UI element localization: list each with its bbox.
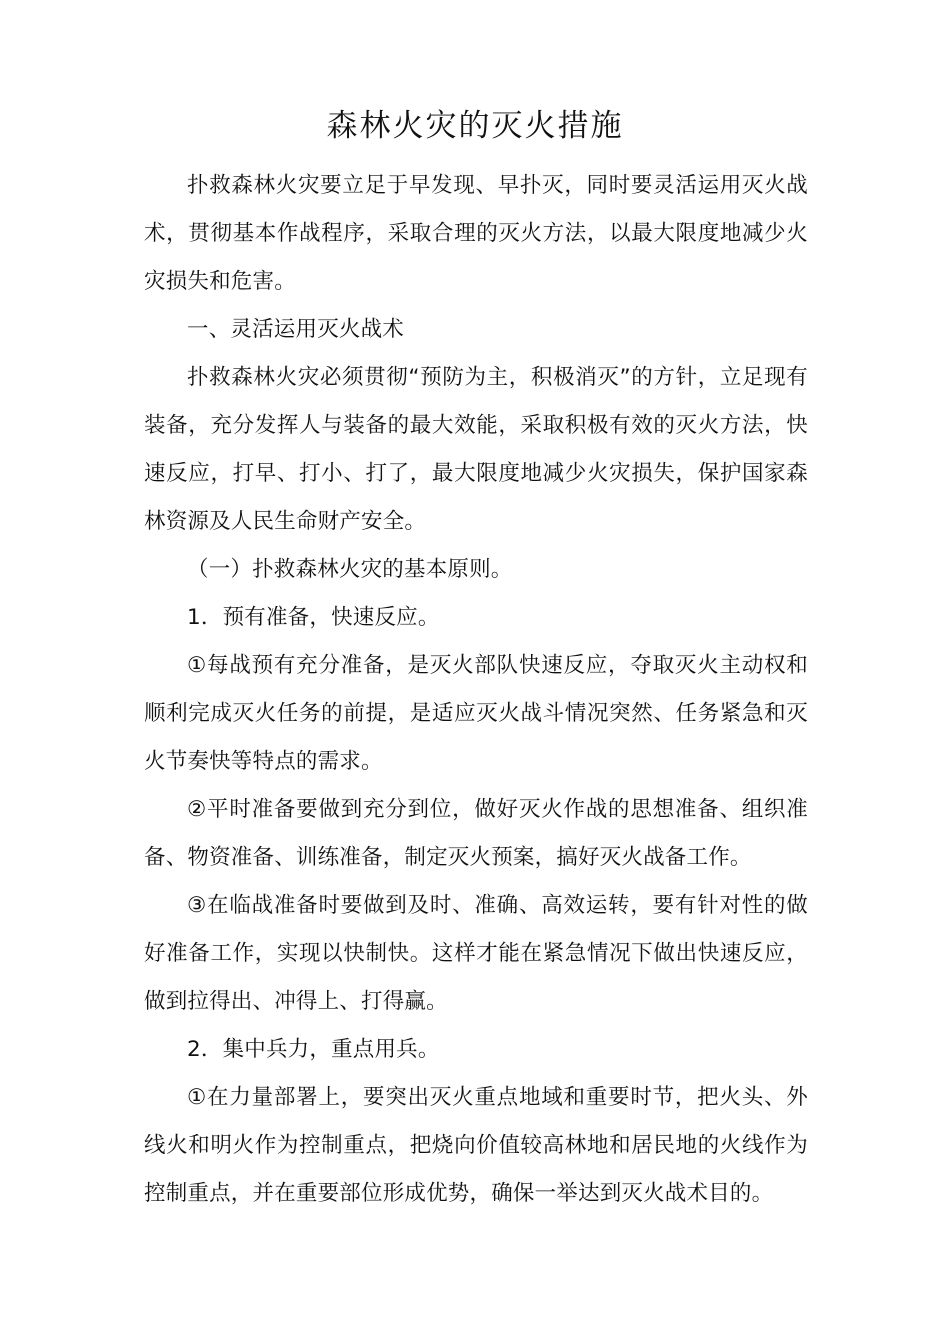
principle-heading-1: 1．预有准备，快速反应。 xyxy=(187,605,440,630)
intro-paragraph: 扑救森林火灾要立足于早发现、早扑灭，同时要灵活运用灭火战术，贯彻基本作战程序，采取合理的灭火方法，以最大限度地减少火灾损失和危害。 xyxy=(144,173,808,294)
list-item-1-3: ③在临战准备时要做到及时、准确、高效运转，要有针对性的做好准备工作，实现以快制快。这样才能在紧急情况下做出快速反应，做到拉得出、冲得上、打得赢。 xyxy=(144,893,808,1014)
document-title: 森林火灾的灭火措施 xyxy=(326,108,624,144)
principle-heading-2: 2．集中兵力，重点用兵。 xyxy=(187,1037,440,1062)
subsection-heading: （一）扑救森林火灾的基本原则。 xyxy=(187,557,513,582)
list-item-1-2: ②平时准备要做到充分到位，做好灭火作战的思想准备、组织准备、物资准备、训练准备，制定灭火预案，搞好灭火战备工作。 xyxy=(144,797,808,870)
section-heading: 一、灵活运用灭火战术 xyxy=(187,317,405,342)
document-body xyxy=(144,162,808,1218)
list-item-2-1: ①在力量部署上，要突出灭火重点地域和重要时节，把火头、外线火和明火作为控制重点，把烧向价值较高林地和居民地的火线作为控制重点，并在重要部位形成优势，确保一举达到灭火战术目的。 xyxy=(144,1085,808,1206)
section-paragraph: 扑救森林火灾必须贯彻“预防为主，积极消灭”的方针，立足现有装备，充分发挥人与装备的最大效能，采取积极有效的灭火方法，快速反应，打早、打小、打了，最大限度地减少火灾损失，保护国家森林资源及人民生命财产安全。 xyxy=(144,365,808,534)
list-item-1-1: ①每战预有充分准备，是灭火部队快速反应，夺取灭火主动权和顺利完成灭火任务的前提，是适应灭火战斗情况突然、任务紧急和灭火节奏快等特点的需求。 xyxy=(144,653,808,774)
